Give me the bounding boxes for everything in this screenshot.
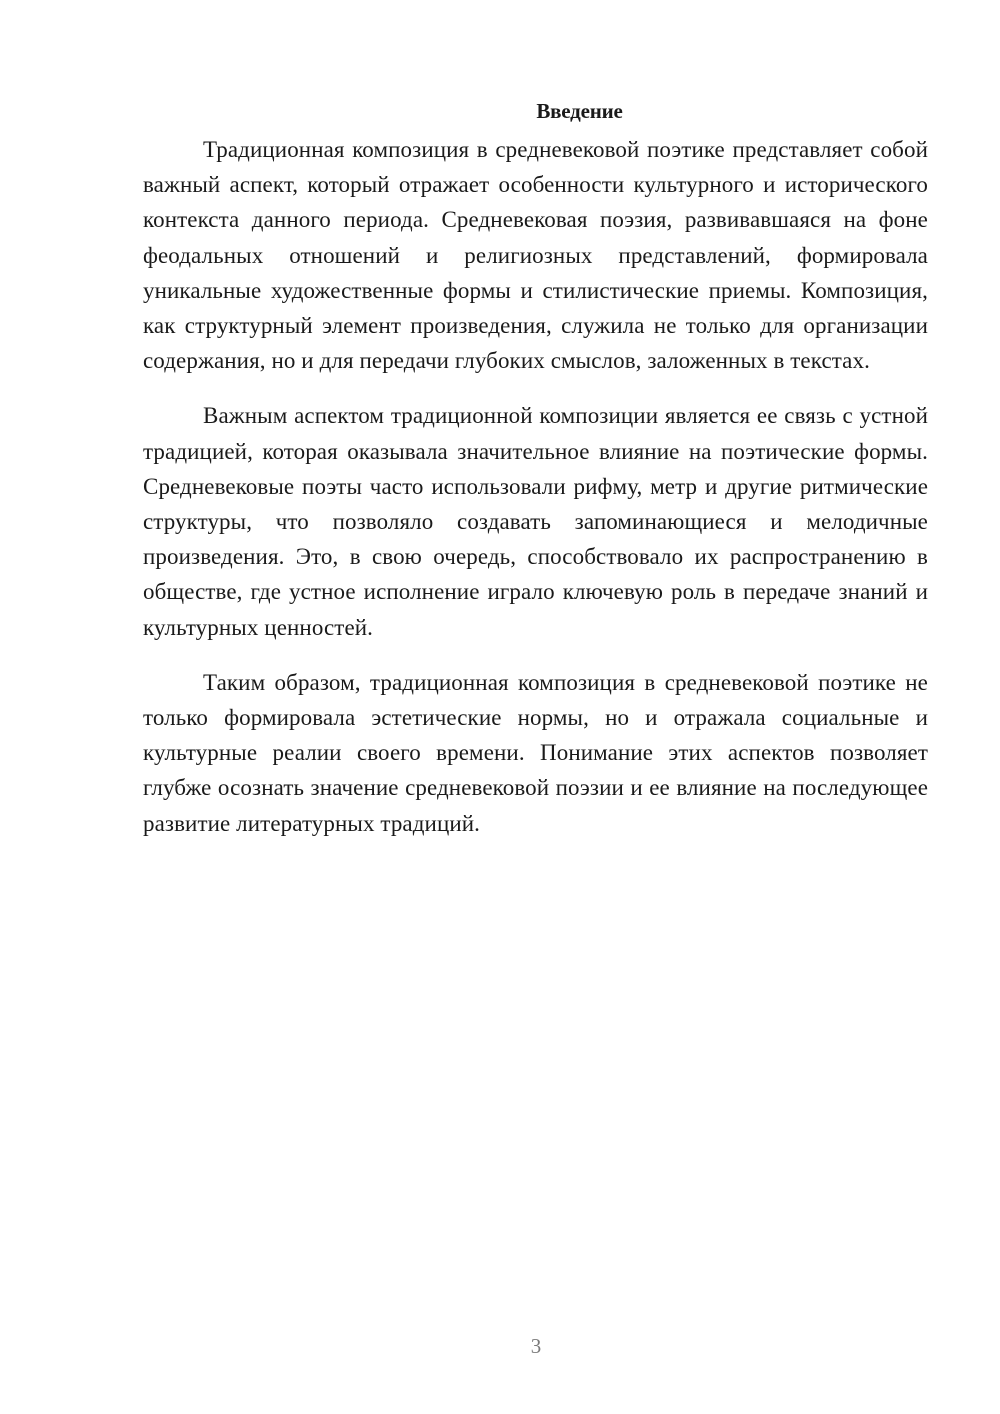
page-content (143, 96, 928, 861)
section-title: Введение (536, 99, 623, 123)
page-number: 3 (530, 1334, 542, 1358)
paragraph-2: Важным аспектом традиционной композиции является ее связь с устной традицией, которая оказывала значительное влияние на поэтические формы. Средневековые поэты часто использовали рифму, метр и другие ритмические структуры, что позволяло создавать запоминающиеся и мелодичные произведения. Это, в свою очередь, способствовало их распространению в обществе, где устное исполнение играло ключевую роль в передаче знаний и культурных ценностей. (143, 403, 928, 640)
paragraph-1: Традиционная композиция в средневековой поэтике представляет собой важный аспект, который отражает особенности культурного и исторического контекста данного периода. Средневековая поэзия, развивавшаяся на фоне феодальных отношений и религиозных представлений, формировала уникальные художественные формы и стилистические приемы. Композиция, как структурный элемент произведения, служила не только для организации содержания, но и для передачи глубоких смыслов, заложенных в текстах. (143, 137, 928, 374)
paragraph-3: Таким образом, традиционная композиция в средневековой поэтике не только формировала эстетические нормы, но и отражала социальные и культурные реалии своего времени. Понимание этих аспектов позволяет глубже осознать значение средневековой поэзии и ее влияние на последующее развитие литературных традиций. (143, 669, 928, 836)
